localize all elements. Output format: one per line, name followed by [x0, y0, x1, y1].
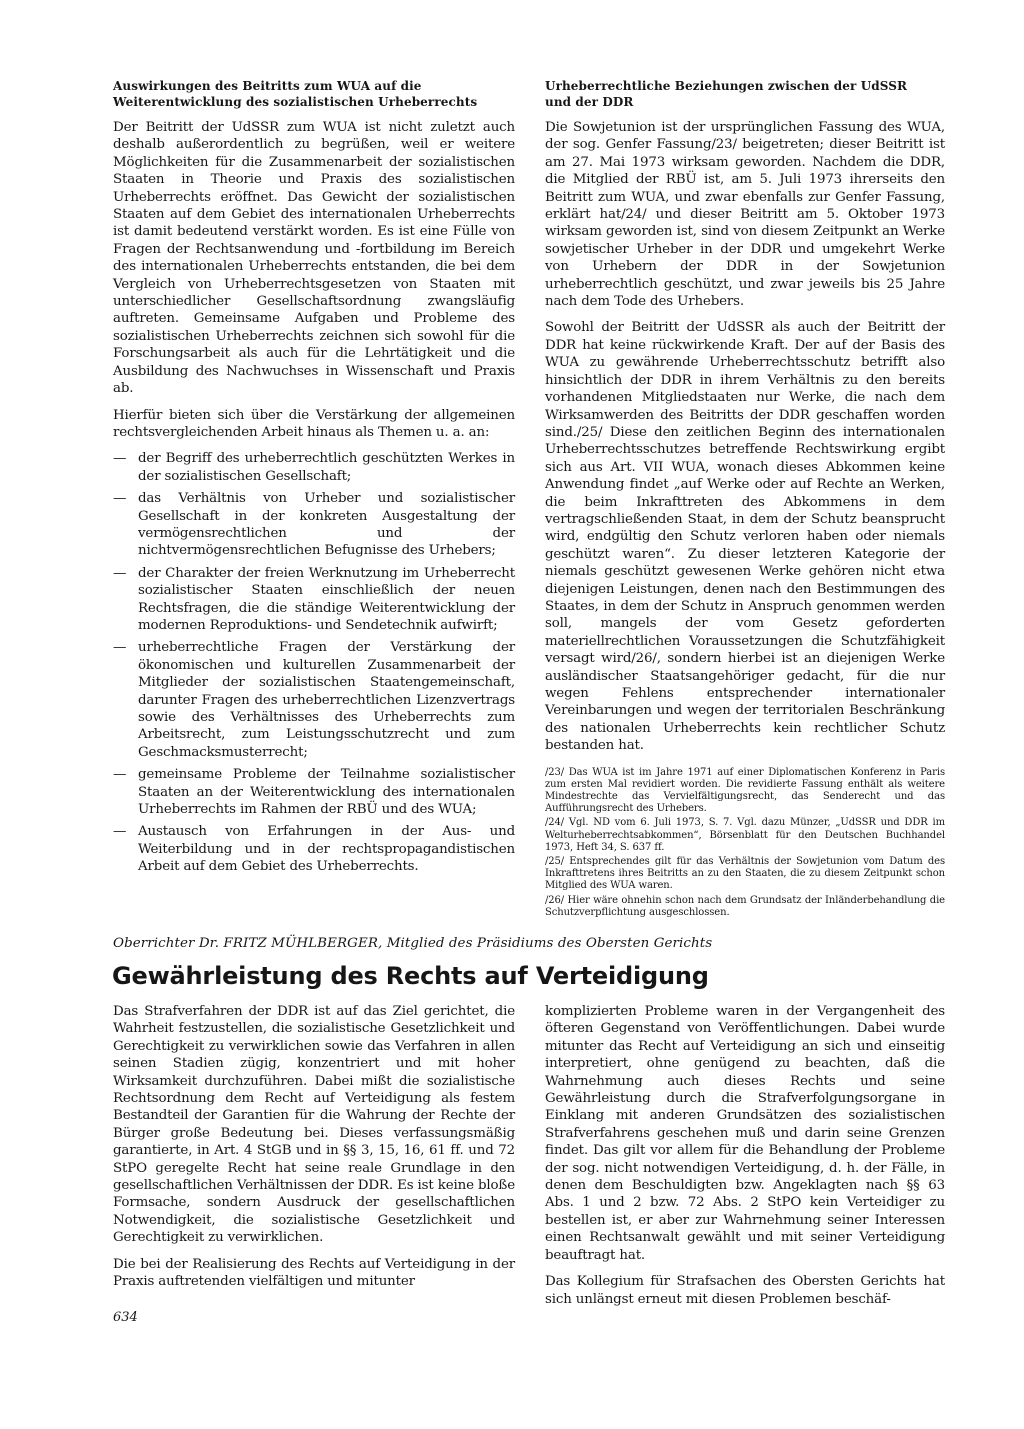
paragraph: Die bei der Realisierung des Rechts auf Verteidigung in der Praxis auftretenden vielfältigen und mitunter: [113, 1256, 515, 1290]
article-column-right: [545, 1003, 945, 1317]
footnote: /25/ Entsprechendes gilt für das Verhältnis der Sowjetunion vom Datum des Inkrafttretens ihres Beitritts an zu den Staaten, die zu diesem Zeitpunkt schon Mitglied des WUA waren.: [545, 856, 945, 892]
section-ussr-gdr-relations: [545, 78, 945, 921]
dash-marker: —: [113, 565, 127, 581]
dash-marker: —: [113, 824, 127, 840]
footnote: /24/ Vgl. ND vom 6. Juli 1973, S. 7. Vgl. dazu Münzer, „UdSSR und DDR im Welturheberrechtsabkommen“, Börsenblatt für den Deutschen Buchhandel 1973, Heft 34, S. 637 ff.: [545, 817, 945, 853]
dash-marker: —: [113, 767, 127, 783]
list-item: — das Verhältnis von Urheber und sozialistischer Gesellschaft in der konkreten Ausgestaltung der vermögensrechtlichen und der nichtvermögensrechtlichen Befugnisse des Urhebers;: [113, 491, 515, 559]
paragraph: Hierfür bieten sich über die Verstärkung der allgemeinen rechtsvergleichenden Arbeit hinaus als Themen u. a. an:: [113, 407, 515, 440]
list-item: — Austausch von Erfahrungen in der Aus- und Weiterbildung und in der rechtspropagandistischen Arbeit auf dem Gebiet des Urheberrechts.: [113, 824, 515, 875]
paragraph: Das Kollegium für Strafsachen des Obersten Gerichts hat sich unlängst erneut mit diesen Problemen beschäf-: [545, 1274, 945, 1307]
dash-marker: —: [113, 640, 127, 656]
footnotes: [545, 767, 945, 919]
dash-marker: —: [113, 491, 127, 507]
article-column-left: [113, 1003, 515, 1300]
article-title: Gewährleistung des Rechts auf Verteidigung: [112, 962, 709, 990]
section-heading: Auswirkungen des Beitritts zum WUA auf die Weiterentwicklung des sozialistischen Urheberrechts: [113, 79, 478, 109]
dash-marker: —: [113, 451, 127, 467]
section-accession-effects: [113, 78, 515, 881]
paragraph: komplizierten Probleme waren in der Vergangenheit des öfteren Gegenstand von Veröffentlichungen. Dabei wurde mitunter das Recht auf Verteidigung an sich und einseitig interpretiert, ohne genügend zu beachten, daß die Wahrnehmung auch dieses Rechts und seine Gewährleistung durch die Strafverfolgungsorgane in Einklang mit anderen Grundsätzen des sozialistischen Strafverfahrens geschehen muß und darin seine Grenzen findet. Das gilt vor allem für die Behandlung der Probleme der sog. nicht notwendigen Verteidigung, d. h. der Fälle, in denen dem Beschuldigten bzw. Angeklagten nach §§ 63 Abs. 1 und 2 bzw. 72 Abs. 2 StPO kein Verteidiger zu bestellen ist, er aber zur Wahrnehmung seiner Interessen einen Rechtsanwalt gewählt und mit seiner Verteidigung beauftragt hat.: [545, 1004, 945, 1263]
paragraph: Die Sowjetunion ist der ursprünglichen Fassung des WUA, der sog. Genfer Fassung/23/ beigetreten; dieser Beitritt ist am 27. Mai 1973 wirksam geworden. Nachdem die DDR, die Mitglied der RBÜ ist, am 5. Juli 1973 ihrerseits den Beitritt zum WUA, und zwar ebenfalls zur Genfer Fassung, erklärt hat/24/ und dieser Beitritt am 5. Oktober 1973 wirksam geworden ist, sind von diesem Zeitpunkt an Werke sowjetischer Urheber in der DDR und umgekehrt Werke von Urhebern der DDR in der Sowjetunion urheberrechtlich geschützt, und zwar jeweils bis 25 Jahre nach dem Tode des Urhebers.: [545, 120, 945, 310]
section-heading: Urheberrechtliche Beziehungen zwischen der UdSSR und der DDR: [545, 79, 908, 109]
list-item: — der Begriff des urheberrechtlich geschützten Werkes in der sozialistischen Gesellschaft;: [113, 451, 515, 484]
author-byline: Oberrichter Dr. FRITZ MÜHLBERGER, Mitglied des Präsidiums des Obersten Gerichts: [113, 936, 713, 951]
paragraph: Sowohl der Beitritt der UdSSR als auch der Beitritt der DDR hat keine rückwirkende Kraft. Der auf der Basis des WUA zu gewährende Urheberrechtsschutz betrifft also hinsichtlich der DDR in ihrem Verhältnis zu den bereits vorhandenen Mitgliedstaaten nur Werke, die nach dem Wirksamwerden des Beitritts der DDR geschaffen worden sind./25/ Diese den zeitlichen Beginn des internationalen Urheberrechtsschutzes betreffende Rechtswirkung ergibt sich aus Art. VII WUA, wonach dieses Abkommen keine Anwendung findet „auf Werke oder auf Rechte an Werken, die beim Inkrafttreten des Abkommens in dem vertragschließenden Staat, in dem der Schutz beansprucht wird, endgültig den Schutz verloren haben oder niemals geschützt waren“. Zu dieser letzteren Kategorie der niemals geschützt gewesenen Werke gehören nicht etwa diejenigen Leistungen, denen nach den Bestimmungen des Staates, in dem der Schutz in Anspruch genommen werden soll, mangels der vom Gesetz geforderten materiellrechtlichen Voraussetzungen die Schutzfähigkeit versagt wird/26/, sondern hierbei ist an diejenigen Werke ausländischer Staatsangehöriger gedacht, für die nur wegen Fehlens entsprechender internationaler Vereinbarungen und wegen der territorialen Beschränkung des nationalen Urheberrechts kein rechtlicher Schutz bestanden hat.: [545, 320, 945, 754]
paragraph: Das Strafverfahren der DDR ist auf das Ziel gerichtet, die Wahrheit festzustellen, die sozialistische Gesetzlichkeit und Gerechtigkeit zu verwirklichen sowie das Verfahren in allen seinen Stadien zügig, konzentriert und mit hoher Wirksamkeit durchzuführen. Dabei mißt die sozialistische Rechtsordnung dem Recht auf Verteidigung als festem Bestandteil der Garantien für die Wahrung der Rechte der Bürger große Bedeutung bei. Dieses verfassungsmäßig garantierte, in Art. 4 StGB und in §§ 3, 15, 16, 61 ff. und 72 StPO geregelte Recht hat seine reale Grundlage in den gesellschaftlichen Verhältnissen der DDR. Es ist keine bloße Formsache, sondern Ausdruck der gesellschaftlichen Notwendigkeit, die sozialistische Gesetzlichkeit und Gerechtigkeit zu verwirklichen.: [113, 1004, 515, 1246]
list-item: — gemeinsame Probleme der Teilnahme sozialistischer Staaten an der Weiterentwicklung des internationalen Urheberrechts im Rahmen der RBÜ und des WUA;: [113, 767, 515, 818]
footnote: /26/ Hier wäre ohnehin schon nach dem Grundsatz der Inländerbehandlung die Schutzverpflichtung ausgeschlossen.: [545, 894, 945, 918]
page-number: 634: [113, 1310, 138, 1325]
footnote: /23/ Das WUA ist im Jahre 1971 auf einer Diplomatischen Konferenz in Paris zum ersten Mal revidiert worden. Die revidierte Fassung enthält als weitere Mindestrechte das Vervielfältigungsrecht, das Senderecht und das Aufführungsrecht des Urhebers.: [545, 766, 945, 815]
list-item: — urheberrechtliche Fragen der Verstärkung der ökonomischen und kulturellen Zusammenarbeit der Mitglieder der sozialistischen Staatengemeinschaft, darunter Fragen des urheberrechtlichen Lizenzvertrags sowie des Verhältnisses des Urheberrechts zum Arbeitsrecht, zum Leistungsschutzrecht und zum Geschmacksmusterrecht;: [113, 640, 515, 760]
paragraph: Der Beitritt der UdSSR zum WUA ist nicht zuletzt auch deshalb außerordentlich zu begrüßen, weil er weitere Möglichkeiten für die Zusammenarbeit der sozialistischen Staaten in Theorie und Praxis des sozialistischen Urheberrechts eröffnet. Das Gewicht der sozialistischen Staaten auf dem Gebiet des internationalen Urheberrechts ist damit bedeutend verstärkt worden. Es ist eine Fülle von Fragen der Rechtsanwendung und -fortbildung im Bereich des internationalen Urheberrechts entstanden, die bei dem Vergleich von Urheberrechtsgesetzen von Staaten mit unterschiedlicher Gesellschaftsordnung zwangsläufig auftreten. Gemeinsame Aufgaben und Probleme des sozialistischen Urheberrechts zeichnen sich sowohl für die Forschungsarbeit als auch für die Lehrtätigkeit und die Ausbildung des Nachwuchses in Wissenschaft und Praxis ab.: [113, 120, 515, 397]
topic-list: [113, 450, 515, 875]
list-item: — der Charakter der freien Werknutzung im Urheberrecht sozialistischer Staaten einschließlich der neuen Rechtsfragen, die die ständige Weiterentwicklung der modernen Reproduktions- und Sendetechnik aufwirft;: [113, 565, 515, 633]
